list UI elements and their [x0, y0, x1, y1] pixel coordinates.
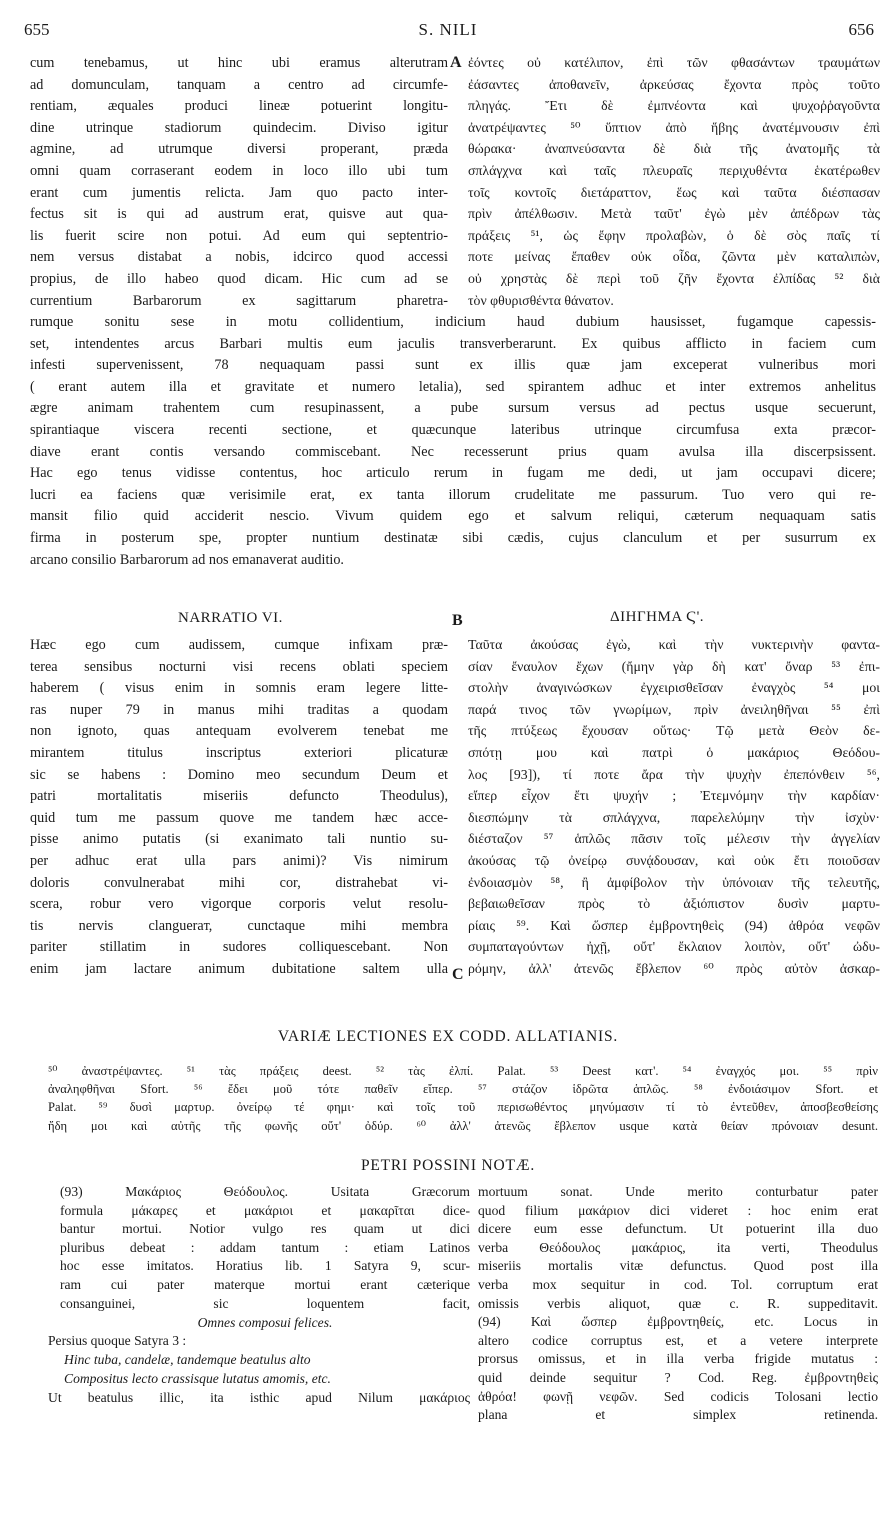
- text-line: mortuum sonat. Unde merito conturbatur pater: [478, 1184, 878, 1199]
- text-line: ἐνδοιασμὸν ⁵⁸, ἢ ἀμφίβολον τὴν ὑπόνοιαν τῆς τελευτῆς,: [468, 874, 880, 890]
- text-line: σίαν ἔναυλον ἔχων (ἤμην γὰρ δὴ κατ' ὄναρ ⁵³ ἐπι-: [468, 658, 880, 674]
- text-line: arcano consilio Barbarorum ad nos emanaverat auditio.: [30, 551, 344, 568]
- text-line: spirantiaque viscera recenti sectione, et quæcunque lateribus utrinque circumfusa exta præcor-: [30, 422, 876, 438]
- text-line: infesti supervenissent, 78 nequaquam passi sunt ex illis quæ jam exceperat vulneribus mori: [30, 357, 876, 374]
- text-line: Palat. ⁵⁹ δυσὶ μαρτυρ. ὀνείρῳ τέ φημι· καὶ τοῖς τοῦ περισωθέντος μηνύμασιν τί τὸ ἐντεῦθεν, ἀποσβεσθείσης: [48, 1100, 878, 1115]
- text-line: pariter stillatim in sudores colliquescebant. Non: [30, 939, 448, 956]
- text-line: διεσπώμην τὰ σπλάγχνα, παρελελύμην τὴν ἰσχὺν·: [468, 809, 880, 825]
- page-header: [0, 20, 896, 46]
- text-line: ἀναληφθῆναι Sfort. ⁵⁶ ἔδει μοῦ τότε παθεῖν εἴπερ. ⁵⁷ στάζον ἱδρῶτα ἁπλῶς. ⁵⁸ ἐνδοιάσιμον Sfort. et: [48, 1082, 878, 1097]
- text-line: βεβαιωθεῖσαν πρὸς τὸ ἀξιόπιστον δυσὶν μαρτυ-: [468, 896, 880, 912]
- text-line: omni quam corraserant eodem in loco illo ubi tum: [30, 163, 448, 179]
- text-line: fectus sit is qui ad austrum erat, quisve aut qua-: [30, 206, 448, 223]
- text-line: rumque sonitu sese in motu collidentium, indicium haud dubium hausisset, fugamque capessis-: [30, 314, 876, 330]
- text-line: patri mortalitatis miseriis defuncto Theodulus),: [30, 788, 448, 805]
- text-line: mirantem titulus inscriptus exteriori plicaturæ: [30, 745, 448, 761]
- text-line: Hæc ego cum audissem, cumque infixam præ-: [30, 637, 448, 653]
- text-line: ram cui pater materque mortui erant cæterique: [60, 1277, 470, 1292]
- text-line: haberem ( visus enim in somnis eram legere litte-: [30, 680, 448, 697]
- margin-mark-b: B: [452, 612, 463, 629]
- text-line: sic se habens : Domino meo secundum Deum et: [30, 766, 448, 783]
- text-line: διέσταζον ⁵⁷ ἁπλῶς πᾶσιν τοῖς μέλεσιν τὴν ἀγγελίαν: [468, 831, 880, 847]
- text-line: consanguinei, sic loquentem facit,: [60, 1295, 470, 1311]
- text-line: quod filium μακάριον dici videret : hoc enim erat: [478, 1202, 878, 1218]
- text-line: (94) Καὶ ὥσπερ ἐμβροντηθείς, etc. Locus in: [478, 1314, 878, 1330]
- text-line: λος [93]), τί ποτε ἄρα τὴν ψυχὴν ἐπεπόνθειν ⁵⁶,: [468, 766, 880, 782]
- text-line: ἀκούσας τῷ ὀνείρῳ συνᾴδουσαν, καὶ οὐκ ἔτι ποιοῦσαν: [468, 853, 880, 868]
- margin-mark-c: C: [452, 966, 464, 983]
- text-line: σπλάγχνα καὶ ταῖς πλευραῖς περιχυθέντα ἑκατέρωθεν: [468, 163, 880, 178]
- text-line: omissis verbis aliquot, quæ c. R. suppeditavit.: [478, 1295, 878, 1311]
- text-line: altero codice corruptus est, et a vetere interprete: [478, 1332, 878, 1348]
- text-line: enim jam lactare animum dubitatione saltem ulla: [30, 961, 448, 977]
- text-line: ἀθρόα! φωνῇ νεφῶν. Sed codicis Tolosani lectio: [478, 1388, 878, 1404]
- text-line: rentiam, æquales produci lineæ potuerint longitu-: [30, 98, 448, 115]
- text-line: ἀνατρέψαντες ⁵⁰ ὕπτιον ἀπὸ ἥβης ἀνατέμνουσιν ἐπὶ: [468, 119, 880, 135]
- narratio-title: NARRATIO VI.: [178, 610, 283, 626]
- text-line: lis fuerit scire non potui. Ad eum qui septentrio-: [30, 227, 448, 244]
- text-line: ægre animam trahentem cum resupinassent, a pube sursum versus ad pectus usque secuerunt,: [30, 400, 876, 417]
- text-line: τὸν φθυρισθέντα θάνατον.: [468, 292, 614, 308]
- diegema-title: ΔΙΗΓΗΜΑ Ϛ'.: [610, 609, 705, 625]
- text-line: οὐ χρηστὰς δὲ περὶ τοῦ ζῆν ἔχοντα ἐλπίδας ⁵² διὰ: [468, 271, 880, 286]
- text-line: ἤδη μοι καὶ αὐτῆς τῆς φωνῆς οὔτ' ὀδύρ. ⁶⁰ ἀλλ' ἀτενῶς ἔβλεπον usque κατὰ θείαν πρόνοιαν desunt.: [48, 1118, 878, 1133]
- text-line: θώρακα· ἀναπνεύσαντα δὲ διὰ τῆς ἀνατομῆς τὰ: [468, 141, 880, 157]
- verse-horace: Omnes composui felices.: [197, 1315, 333, 1330]
- notes-left-last-line: Ut beatulus illic, ita isthic apud Nilum μακάριος: [48, 1390, 470, 1405]
- left-page-number: 655: [24, 20, 50, 39]
- text-line: hoc esse imitatos. Horatius lib. 1 Satyra 9, scur-: [60, 1258, 470, 1274]
- text-line: currentium Barbarorum ex sagittarum pharetra-: [30, 292, 448, 309]
- text-line: quid tum me passum quove me tandem hæc acce-: [30, 809, 448, 826]
- text-line: nem versus distabat a nobis, idcirco quod accessi: [30, 249, 448, 266]
- text-line: scera, robur vero vigorque corporis velut resolu-: [30, 896, 448, 913]
- text-line: ποτε μείνας ἔπαθεν οὐκ οἶδα, ζῶντα μὲν καταλιπὼν,: [468, 249, 880, 265]
- text-line: ἐόντες οὐ κατέλιπον, ἐπὶ τῶν φθασάντων τραυμάτων: [468, 55, 880, 70]
- text-line: prorsus omissus, et in illa verba frigide mutatus :: [478, 1351, 878, 1367]
- text-line: πρὶν ἀπέλθωσιν. Μετὰ ταῦτ' ἐγὼ μὲν ἀπέδρων τὰς: [468, 206, 880, 222]
- text-line: ἐάσαντες ἀποθανεῖν, ἀρκεύσας ἔχοντα πρὸς τοῦτο: [468, 76, 880, 92]
- text-line: ad domunculam, tanquam a centro ad circumfe-: [30, 76, 448, 93]
- text-line: παρά τινος τῶν γνωρίμων, πρὶν ἀνειληθῆναι ⁵⁵ ἐπὶ: [468, 701, 880, 717]
- verse-persius-2: Compositus lecto crassisque lutatus amomis, etc.: [64, 1371, 331, 1386]
- text-line: non ignoto, quas antequam evolverem tenebat me: [30, 723, 448, 740]
- varia-heading: VARIÆ LECTIONES EX CODD. ALLATIANIS.: [277, 1028, 619, 1045]
- text-line: agmine, ad utrumque diversi properant, præda: [30, 141, 448, 158]
- text-line: miseriis mortalis vitæ defunctus. Quod post illa: [478, 1258, 878, 1274]
- text-line: τοῖς κοντοῖς διετάραττον, ἕως καὶ ταῦτα διέσπασαν: [468, 184, 880, 200]
- text-line: lucri ea faciens quæ verisimile erat, ex tanta illorum crudelitate me passurum. Tuo vero qui re-: [30, 486, 876, 503]
- text-line: πληγάς. Ἔτι δὲ ἐμπνέοντα καὶ ψυχοῤῥαγοῦντα: [468, 98, 880, 114]
- text-line: ρίαις ⁵⁹. Καὶ ὥσπερ ἐμβροντηθεὶς (94) ἀθρόα νεφῶν: [468, 917, 880, 933]
- text-line: Hac ego tenus vidisse contentus, hoc articulo rerum in fugam me dedi, ut jam occupavi dicere;: [30, 465, 876, 482]
- margin-mark-a: A: [450, 54, 462, 71]
- text-line: mansit filio quid acciderit nescio. Vivum quidem ego et salvum reliqui, cæterum nequaquam satis: [30, 508, 876, 525]
- verse-persius-1: Hinc tuba, candelæ, tandemque beatulus alto: [64, 1352, 311, 1367]
- text-line: bantur mortui. Notior vulgo res quam ut dici: [60, 1221, 470, 1237]
- text-line: ras nuper 79 in manus mihi traditas a quodam: [30, 701, 448, 718]
- text-line: στολὴν ἀναγινώσκων ἐγχειρισθεῖσαν ἐναγχὸς ⁵⁴ μοι: [468, 680, 880, 696]
- text-line: dine utrinque stadiorum quindecim. Diviso igitur: [30, 119, 448, 136]
- text-line: ρόμην, ἀλλ' ἀτενῶς ἔβλεπον ⁶⁰ πρὸς αὐτὸν ἀσκαρ-: [468, 961, 880, 976]
- text-line: pisse animo putatis (si exanimato tali nuntio su-: [30, 831, 448, 848]
- persius-line: Persius quoque Satyra 3 :: [48, 1333, 187, 1348]
- text-line: Ταῦτα ἀκούσας ἐγὼ, καὶ τὴν νυκτερινὴν φαντα-: [468, 637, 880, 652]
- text-line: propius, de illo habeo quod dicam. Hic cum ad se: [30, 271, 448, 287]
- running-title: S. NILI: [418, 20, 478, 39]
- text-line: (93) Μακάριος Θεόδουλος. Usitata Græcorum: [60, 1184, 470, 1199]
- text-line: formula μάκαρες et μακάριοι et μακαρῖται dice-: [60, 1202, 470, 1218]
- text-line: verba mox sequitur in cod. Tol. corruptum erat: [478, 1277, 878, 1292]
- text-line: erant cum jumentis relicta. Jam quo pacto inter-: [30, 184, 448, 201]
- text-line: quid deinde sequitur ? Cod. Reg. ἐμβροντηθεὶς: [478, 1370, 878, 1385]
- text-line: εἴπερ εἶχον ἔτι ψυχήν ; Ἐτεμνόμην τὴν καρδίαν·: [468, 788, 880, 804]
- text-line: terea sensibus nocturni visi recens oblati speciem: [30, 658, 448, 675]
- text-line: doloris convulnerabat mihi cor, distrahebat vi-: [30, 874, 448, 891]
- right-page-number: 656: [848, 20, 874, 39]
- text-line: ( erant autem illa et gravitate et numero letalia), sed spirantem adhuc et inter extremos anhelitus: [30, 378, 876, 395]
- text-line: σπότῃ μου καὶ πατρὶ ὁ μακάριος Θεόδου-: [468, 745, 880, 760]
- text-line: tis nervis clangueraт, cunctaque mihi membra: [30, 917, 448, 934]
- text-line: verba Θεόδουλος μακάριος, ita verti, Theodulus: [478, 1239, 878, 1255]
- text-line: ⁵⁰ ἀναστρέψαντες. ⁵¹ τὰς πράξεις deest. ⁵² τὰς ἐλπί. Palat. ⁵³ Deest κατ'. ⁵⁴ ἐναγχός μοι. ⁵⁵ πρὶν: [48, 1064, 878, 1078]
- text-line: cum tenebamus, ut hinc ubi eramus alterutram: [30, 55, 448, 71]
- text-line: firma in posterum spe, propter nuntium destinatæ sibi cædis, cujus clanculum et per susurrum ex: [30, 530, 876, 546]
- text-line: plana et simplex retinenda.: [478, 1407, 878, 1423]
- text-line: per adhuc erat ulla pars animi)? Vis nimirum: [30, 853, 448, 869]
- text-line: dicere eum esse defunctum. Ut potuerint illa duo: [478, 1221, 878, 1237]
- text-line: diave erant contis versando commiscebant. Nec recesserunt prius quam avulsa illa discerpsissent.: [30, 443, 876, 460]
- text-line: set, intendentes arcus Barbari multis eum jaculis transverberarunt. Ex quibus afflicto in faciem cum: [30, 335, 876, 352]
- text-line: τῆς πτύξεως ἔχουσαν οὕτως· Τῷ μετὰ Θεὸν δε-: [468, 723, 880, 739]
- text-line: πράξεις ⁵¹, ὡς ἔφην προλαβὼν, ὁ δὲ σὸς παῖς τί: [468, 227, 880, 243]
- text-line: pluribus debeat : addam tantum : etiam Latinos: [60, 1239, 470, 1255]
- text-line: συμπαταγούντων ἠχῇ, οὔτ' ἔκλαιον λοιπὸν, οὔτ' ὠδυ-: [468, 939, 880, 955]
- notes-heading: PETRI POSSINI NOTÆ.: [360, 1157, 536, 1174]
